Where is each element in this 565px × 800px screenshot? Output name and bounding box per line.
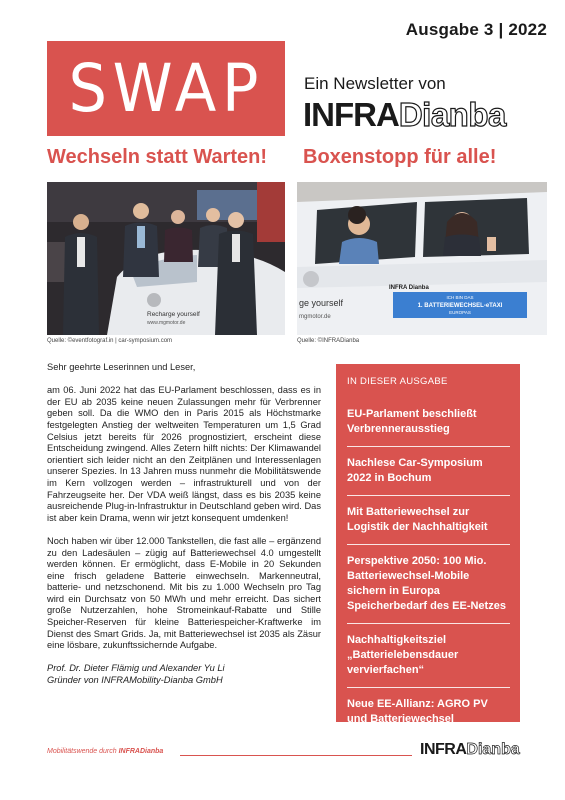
masthead-tagline: Ein Newsletter von — [304, 74, 446, 93]
photo-credit-left: Quelle: ©eventfotograf.in | car-symposium.com — [47, 338, 173, 344]
footer-brand-logo — [420, 741, 520, 759]
brand-logo-infra: INFRA — [303, 96, 399, 133]
headline-left: Wechseln statt Warten! — [47, 146, 268, 168]
photo-right-sticker-small: ICH BIN DAS — [446, 295, 474, 300]
footer-divider — [180, 755, 412, 756]
toc-item[interactable]: Nachhaltigkeitsziel „Batterielebensdauer vervierfachen“ — [347, 633, 510, 688]
letter-paragraph-2: Noch haben wir über 12.000 Tankstellen, die fast alle – ergänzend zu den Ladesäulen – zügig auf Batteriewechsel 4.0 umgestellt werden können. Er ermöglicht, dass E-Mobile in 20 Sekunden eine frisch geladene Batterie einwechseln. Markenneutral, batterie- und netzschonend. Mit bis zu 1.000 Wechseln pro Tag wird ein Durchsatz von 50 MWh und mehr erreicht. Das sichert große Nutzerzahlen, hohe Stromeinkauf-Rabatte und Stille Speicher-Reserven für kleine Batteriespeicher-Kraftwerke im Dienst des Smart Grids. Ja, mit Batteriewechsel ist 2035 als Zäsur eine lösbare, zukunftssichernde Aufgabe. — [47, 535, 321, 651]
brand-logo — [303, 96, 506, 134]
footer-brand-dianba: Dianba — [466, 741, 520, 758]
swap-logo — [47, 41, 285, 136]
toc-item[interactable]: EU-Parlament beschließt Verbrennerausstieg — [347, 407, 510, 447]
photo-credit-right: Quelle: ©INFRADianba — [297, 338, 360, 344]
photo-right-car-url: mgmotor.de — [299, 314, 331, 320]
toc-item[interactable]: Mit Batteriewechsel zur Logistik der Nachhaltigkeit — [347, 505, 510, 545]
photo-battery-swap-taxi — [297, 182, 547, 335]
headline-right: Boxenstopp für alle! — [303, 146, 497, 168]
toc-item[interactable]: Perspektive 2050: 100 Mio. Batteriewechsel-Mobile sichern in Europa Speicherbedarf des EE-Netzes — [347, 554, 510, 624]
letter-signature-names: Prof. Dr. Dieter Flämig und Alexander Yu Li — [47, 663, 225, 674]
footer-brand-infra: INFRA — [420, 741, 467, 758]
photo-right-sticker-sub: EUROPAS — [449, 310, 471, 315]
editorial-letter — [47, 362, 321, 687]
issue-label: Ausgabe 3 | 2022 — [405, 20, 547, 39]
photo-left-car-text: Recharge yourself — [147, 311, 200, 318]
letter-paragraph-1: am 06. Juni 2022 hat das EU-Parlament beschlossen, dass es in der EU ab 2035 keine neuen Zulassungen mehr für Verbrenner geben soll. Da die WMO den in Paris 2015 als Höchstmarke festgelegten Anstieg der weltweiten Temperaturen um 1,5 Grad Celsius jetzt bereits für 2026 prognostiziert, erscheint diese Entscheidung zwingend. Alles Zetern hilft nichts: Der Klimawandel orientiert sich leider nicht an den Zeitplänen und Interessenlagen unserer Spezies. In 13 Jahren muss nunmehr die Mobilitätswende im Kern vollzogen werden – infrastrukturell und von der Fahrzeugseite her. Der VDA weiß längst, dass es bis 2035 keine ausreichende Plug-in-Infrastruktur in Deutschland geben wird. Das ist aber kein Drama, wenn wir jetzt konsequent umdenken! — [47, 385, 321, 523]
toc-item[interactable]: Nachlese Car-Symposium 2022 in Bochum — [347, 456, 510, 496]
toc-item[interactable]: Neue EE-Allianz: AGRO PV und Batteriewechsel — [347, 698, 488, 725]
footer-tagline-brand: INFRADianba — [118, 748, 164, 755]
photo-car-symposium — [47, 182, 285, 335]
footer-tagline — [47, 748, 163, 755]
swap-logo-text: SWAP — [68, 50, 264, 127]
photo-left-car-url: www.mgmotor.de — [147, 320, 186, 326]
photo-right-sticker-brand: INFRA Dianba — [389, 285, 429, 291]
photo-right-car-text: ge yourself — [299, 298, 344, 308]
photo-right-sticker-main: 1. BATTERIEWECHSEL-eTAXI — [417, 303, 503, 309]
brand-logo-dianba: Dianba — [398, 96, 506, 133]
letter-signature-role: Gründer von INFRAMobility-Dianba GmbH — [47, 675, 223, 686]
footer-tagline-prefix: Mobilitätswende durch — [47, 748, 119, 755]
table-of-contents — [336, 364, 520, 725]
toc-heading: IN DIESER AUSGABE — [347, 376, 448, 387]
letter-salutation: Sehr geehrte Leserinnen und Leser, — [47, 362, 196, 372]
